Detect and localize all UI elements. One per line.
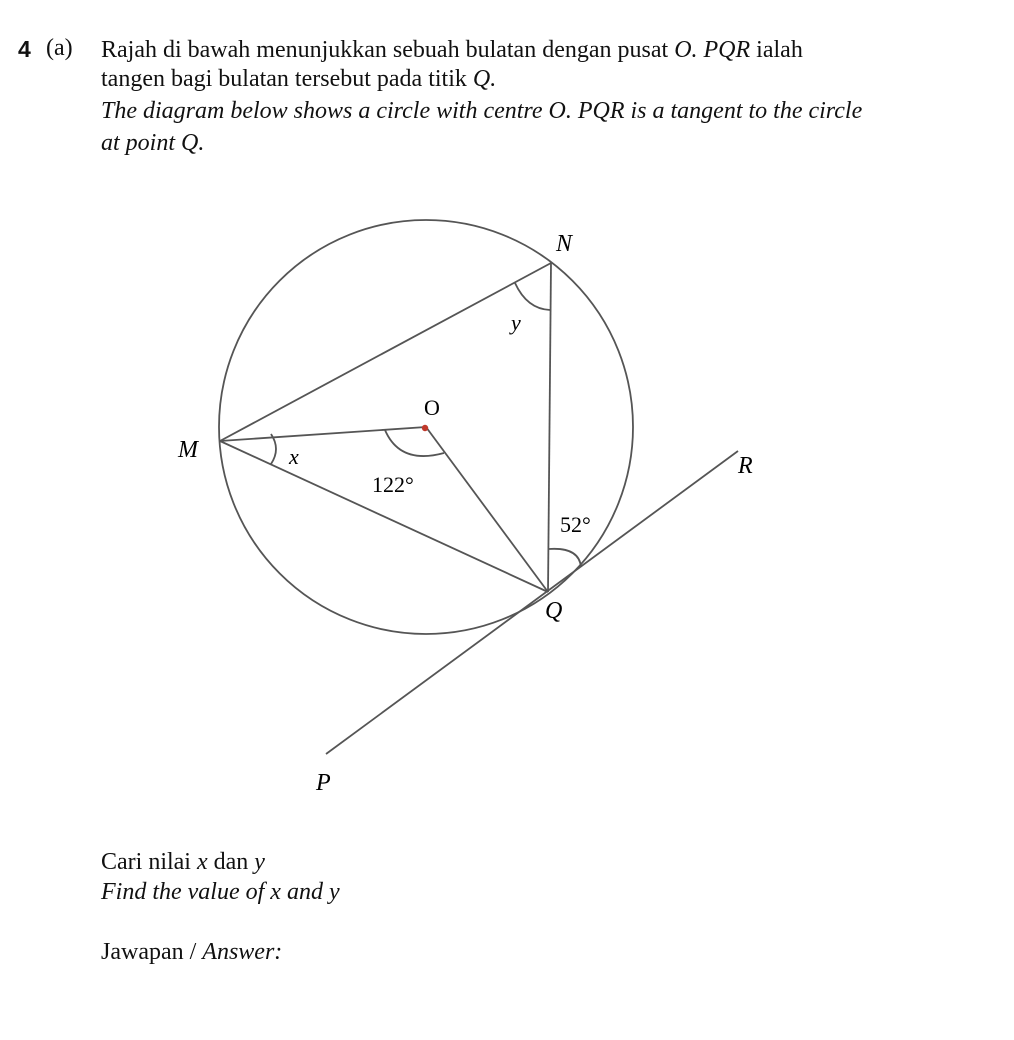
intro-malay-line-2-pre: tangen bagi bulatan tersebut pada titik bbox=[101, 66, 473, 92]
task-malay-pre: Cari nilai bbox=[101, 849, 197, 875]
label-M: M bbox=[178, 437, 198, 463]
angle-label-MOQ: 122° bbox=[372, 472, 414, 497]
intro-english-line-1: The diagram below shows a circle with centre O. PQR is a tangent to the circle bbox=[101, 98, 863, 124]
task-malay bbox=[101, 850, 265, 874]
intro-malay-line-2-point: Q. bbox=[472, 66, 497, 92]
angle-label-NQR: 52° bbox=[560, 512, 591, 537]
label-O: O bbox=[424, 395, 440, 420]
angle-label-x: x bbox=[289, 444, 299, 469]
question-number: 4 bbox=[18, 36, 31, 62]
answer-label bbox=[101, 940, 282, 964]
angle-arc-MOQ bbox=[385, 430, 444, 456]
chord-NQ bbox=[548, 263, 551, 592]
label-Q: Q bbox=[545, 598, 563, 624]
answer-label-english: Answer: bbox=[202, 939, 283, 965]
angle-label-y: y bbox=[511, 310, 521, 335]
radius-OM bbox=[220, 427, 426, 441]
angle-arc-y bbox=[515, 283, 550, 310]
task-malay-mid: dan bbox=[207, 849, 255, 875]
angle-arc-x bbox=[271, 434, 276, 464]
task-english: Find the value of x and y bbox=[101, 879, 340, 905]
answer-label-malay: Jawapan / bbox=[101, 939, 203, 965]
intro-malay-line-1-pre: Rajah di bawah menunjukkan sebuah bulatan dengan pusat bbox=[101, 37, 675, 63]
centre-dot bbox=[422, 425, 428, 431]
intro-english-line-2: at point Q. bbox=[101, 130, 205, 156]
intro-malay-line-1-post: ialah bbox=[750, 37, 803, 63]
question-part: (a) bbox=[46, 35, 73, 61]
chord-MQ bbox=[220, 441, 548, 592]
label-P: P bbox=[316, 770, 331, 796]
task-malay-var-x: x bbox=[196, 849, 208, 875]
label-N: N bbox=[556, 231, 573, 257]
task-malay-var-y: y bbox=[254, 849, 265, 875]
label-R: R bbox=[738, 453, 753, 479]
intro-malay-line-1-centre: O. PQR bbox=[674, 37, 751, 63]
chord-MN bbox=[220, 263, 551, 441]
radius-OQ bbox=[426, 427, 548, 592]
angle-arc-NQR bbox=[549, 549, 581, 567]
